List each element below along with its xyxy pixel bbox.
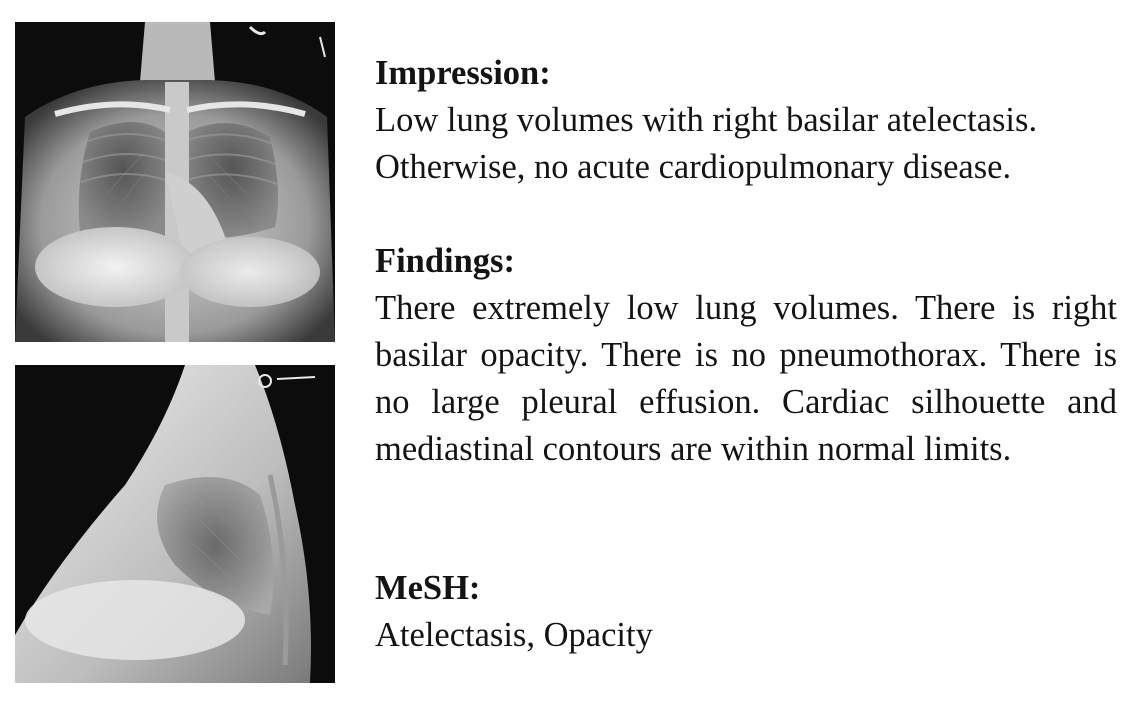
- findings-text: There extremely low lung volumes. There is right basilar opacity. There is no pneumothorax. There is no large pleural effusion. Cardiac silhouette and mediastinal contours are within normal limits.: [375, 289, 1117, 468]
- findings-section: [375, 238, 1117, 473]
- impression-section: [375, 50, 1117, 191]
- chest-xray-lateral-image: [15, 365, 335, 683]
- impression-heading: Impression:: [375, 54, 551, 92]
- impression-line: Low lung volumes with right basilar atelectasis.: [375, 101, 1038, 139]
- mesh-section: [375, 565, 1117, 659]
- mesh-terms: Atelectasis, Opacity: [375, 616, 653, 654]
- impression-line: Otherwise, no acute cardiopulmonary disease.: [375, 148, 1012, 186]
- chest-xray-frontal-image: [15, 22, 335, 342]
- mesh-heading: MeSH:: [375, 569, 481, 607]
- findings-heading: Findings:: [375, 242, 515, 280]
